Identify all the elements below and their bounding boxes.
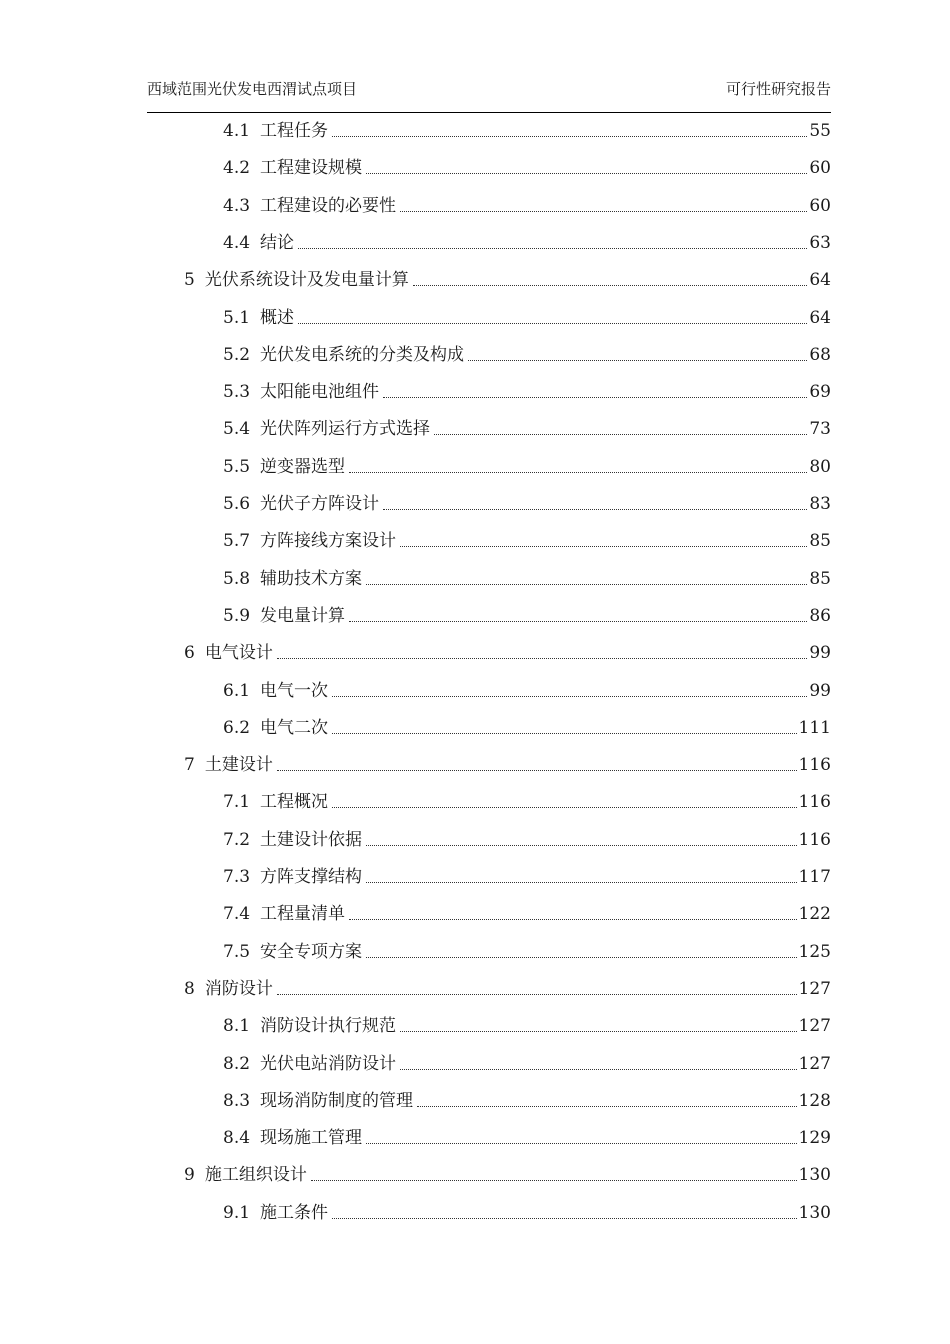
toc-page-number: 64 <box>809 307 831 328</box>
toc-dot-leader <box>332 807 797 808</box>
toc-section-number: 6.1 <box>223 680 251 701</box>
toc-page-number: 99 <box>809 680 831 701</box>
toc-dot-leader <box>277 994 797 995</box>
toc-section-number: 7.5 <box>223 941 251 962</box>
toc-dot-leader <box>349 472 807 473</box>
toc-entry[interactable] <box>223 566 831 592</box>
toc-entry[interactable] <box>223 342 831 368</box>
toc-entry[interactable] <box>223 193 831 219</box>
toc-section-title: 结论 <box>260 232 295 253</box>
toc-page-number: 69 <box>809 382 831 403</box>
toc-section-number: 5.7 <box>223 531 251 552</box>
toc-section-title: 太阳能电池组件 <box>260 382 380 403</box>
toc-entry[interactable] <box>223 901 831 927</box>
toc-page-number: 128 <box>798 1090 831 1111</box>
toc-dot-leader <box>434 434 807 435</box>
toc-dot-leader <box>298 323 807 324</box>
toc-page-number: 129 <box>798 1128 831 1149</box>
toc-section-number: 4.2 <box>223 158 251 179</box>
toc-section-number: 7.1 <box>223 792 251 813</box>
toc-dot-leader <box>349 621 807 622</box>
toc-section-title: 电气一次 <box>260 680 329 701</box>
toc-section-title: 方阵支撑结构 <box>260 867 363 887</box>
toc-section-number: 5.6 <box>223 494 251 514</box>
toc-dot-leader <box>400 546 807 547</box>
toc-entry[interactable] <box>223 230 831 256</box>
toc-entry[interactable] <box>223 305 831 331</box>
toc-section-number: 7.4 <box>223 904 251 925</box>
toc-page-number: 86 <box>809 605 831 626</box>
toc-page-number: 125 <box>798 941 831 962</box>
toc-page-number: 130 <box>798 1165 831 1186</box>
toc-section-number: 6.2 <box>223 717 251 738</box>
toc-page-number: 55 <box>809 121 831 141</box>
toc-section-number: 4.3 <box>223 195 251 216</box>
toc-entry[interactable] <box>223 1088 831 1114</box>
toc-section-title: 光伏子方阵设计 <box>260 494 380 514</box>
toc-page-number: 83 <box>809 494 831 514</box>
toc-section-title: 施工条件 <box>260 1202 329 1223</box>
toc-entry[interactable] <box>223 678 831 704</box>
toc-section-title: 工程量清单 <box>260 904 346 925</box>
toc-dot-leader <box>332 136 807 137</box>
toc-section-title: 施工组织设计 <box>204 1165 307 1186</box>
toc-page-number: 122 <box>798 904 831 925</box>
toc-entry[interactable] <box>184 267 831 293</box>
toc-section-number: 5.5 <box>223 456 251 477</box>
toc-dot-leader <box>277 658 808 659</box>
toc-entry[interactable] <box>223 1051 831 1077</box>
toc-dot-leader <box>277 770 797 771</box>
toc-section-number: 5 <box>184 270 195 291</box>
toc-entry[interactable] <box>223 491 831 517</box>
toc-section-number: 4.4 <box>223 232 251 253</box>
toc-entry[interactable] <box>223 1013 831 1039</box>
toc-entry[interactable] <box>223 528 831 554</box>
toc-section-title: 工程建设规模 <box>260 158 363 179</box>
toc-page-number: 80 <box>809 456 831 477</box>
toc-dot-leader <box>400 1031 797 1032</box>
toc-page-number: 127 <box>798 1016 831 1037</box>
toc-section-number: 4.1 <box>223 121 251 141</box>
toc-section-title: 电气设计 <box>204 643 273 664</box>
toc-dot-leader <box>366 584 807 585</box>
toc-section-number: 5.1 <box>223 307 251 328</box>
toc-dot-leader <box>298 248 807 249</box>
toc-section-title: 消防设计执行规范 <box>260 1016 397 1037</box>
toc-entry[interactable] <box>184 1162 831 1188</box>
toc-page-number: 68 <box>809 344 831 365</box>
toc-section-number: 9 <box>184 1165 195 1186</box>
toc-page-number: 60 <box>809 195 831 216</box>
toc-page-number: 85 <box>809 568 831 589</box>
page-header <box>147 78 831 100</box>
toc-dot-leader <box>366 845 797 846</box>
toc-dot-leader <box>349 919 797 920</box>
toc-dot-leader <box>311 1180 797 1181</box>
toc-page-number: 64 <box>809 270 831 291</box>
toc-entry[interactable] <box>223 789 831 815</box>
toc-section-number: 9.1 <box>223 1202 251 1223</box>
toc-entry[interactable] <box>223 416 831 442</box>
toc-page-number: 116 <box>798 755 831 776</box>
toc-page-number: 117 <box>798 867 831 887</box>
toc-page-number: 111 <box>798 717 831 738</box>
toc-section-number: 8.4 <box>223 1128 251 1149</box>
toc-entry[interactable] <box>184 976 831 1002</box>
toc-section-title: 土建设计 <box>204 755 273 776</box>
toc-section-number: 7 <box>184 755 195 776</box>
toc-section-number: 5.9 <box>223 605 251 626</box>
document-title: 西域范围光伏发电西渭试点项目 <box>147 80 358 98</box>
toc-dot-leader <box>417 1106 797 1107</box>
toc-section-title: 现场施工管理 <box>260 1128 363 1149</box>
toc-entry[interactable] <box>223 379 831 405</box>
toc-section-title: 安全专项方案 <box>260 941 363 962</box>
toc-section-number: 5.8 <box>223 568 251 589</box>
report-type: 可行性研究报告 <box>725 80 831 98</box>
toc-entry[interactable] <box>184 752 831 778</box>
toc-dot-leader <box>366 882 797 883</box>
toc-entry[interactable] <box>223 454 831 480</box>
toc-entry[interactable] <box>223 827 831 853</box>
toc-section-number: 6 <box>184 643 195 664</box>
toc-section-title: 光伏阵列运行方式选择 <box>260 419 431 440</box>
toc-section-title: 光伏系统设计及发电量计算 <box>204 270 409 291</box>
toc-section-number: 8.2 <box>223 1053 251 1074</box>
toc-dot-leader <box>383 509 807 510</box>
toc-entry[interactable] <box>223 118 831 144</box>
toc-section-title: 电气二次 <box>260 717 329 738</box>
toc-section-number: 5.2 <box>223 344 251 365</box>
toc-dot-leader <box>400 1069 797 1070</box>
toc-section-number: 7.2 <box>223 829 251 850</box>
toc-section-title: 工程任务 <box>260 121 329 141</box>
toc-page-number: 73 <box>809 419 831 440</box>
toc-page-number: 63 <box>809 232 831 253</box>
toc-section-title: 方阵接线方案设计 <box>260 531 397 552</box>
toc-dot-leader <box>400 211 807 212</box>
toc-page-number: 85 <box>809 531 831 552</box>
toc-dot-leader <box>366 173 807 174</box>
toc-dot-leader <box>366 957 797 958</box>
header-divider <box>147 112 831 113</box>
toc-section-title: 光伏发电系统的分类及构成 <box>260 344 465 365</box>
toc-page-number: 116 <box>798 829 831 850</box>
toc-section-title: 光伏电站消防设计 <box>260 1053 397 1074</box>
toc-entry[interactable] <box>223 864 831 890</box>
toc-entry[interactable] <box>223 939 831 965</box>
toc-page-number: 130 <box>798 1202 831 1223</box>
toc-section-number: 8.1 <box>223 1016 251 1037</box>
toc-page-number: 116 <box>798 792 831 813</box>
toc-entry[interactable] <box>184 640 831 666</box>
toc-section-title: 辅助技术方案 <box>260 568 363 589</box>
toc-section-title: 概述 <box>260 307 295 328</box>
toc-page-number: 60 <box>809 158 831 179</box>
toc-section-title: 消防设计 <box>204 978 273 999</box>
toc-dot-leader <box>383 397 807 398</box>
toc-section-number: 7.3 <box>223 867 251 887</box>
toc-section-title: 工程概况 <box>260 792 329 813</box>
toc-entry[interactable] <box>223 1200 831 1226</box>
toc-entry[interactable] <box>223 1125 831 1151</box>
toc-dot-leader <box>332 696 807 697</box>
toc-entry[interactable] <box>223 155 831 181</box>
toc-section-number: 5.3 <box>223 382 251 403</box>
toc-section-title: 逆变器选型 <box>260 456 346 477</box>
toc-entry[interactable] <box>223 715 831 741</box>
toc-page-number: 127 <box>798 1053 831 1074</box>
toc-dot-leader <box>332 733 797 734</box>
toc-section-number: 8.3 <box>223 1090 251 1111</box>
toc-section-title: 工程建设的必要性 <box>260 195 397 216</box>
toc-section-title: 土建设计依据 <box>260 829 363 850</box>
toc-section-number: 5.4 <box>223 419 251 440</box>
toc-page-number: 127 <box>798 978 831 999</box>
toc-page-number: 99 <box>809 643 831 664</box>
toc-dot-leader <box>332 1218 797 1219</box>
toc-entry[interactable] <box>223 603 831 629</box>
toc-dot-leader <box>413 285 808 286</box>
toc-dot-leader <box>468 360 807 361</box>
toc-dot-leader <box>366 1143 797 1144</box>
toc-section-title: 现场消防制度的管理 <box>260 1090 414 1111</box>
toc-section-number: 8 <box>184 978 195 999</box>
toc-section-title: 发电量计算 <box>260 605 346 626</box>
